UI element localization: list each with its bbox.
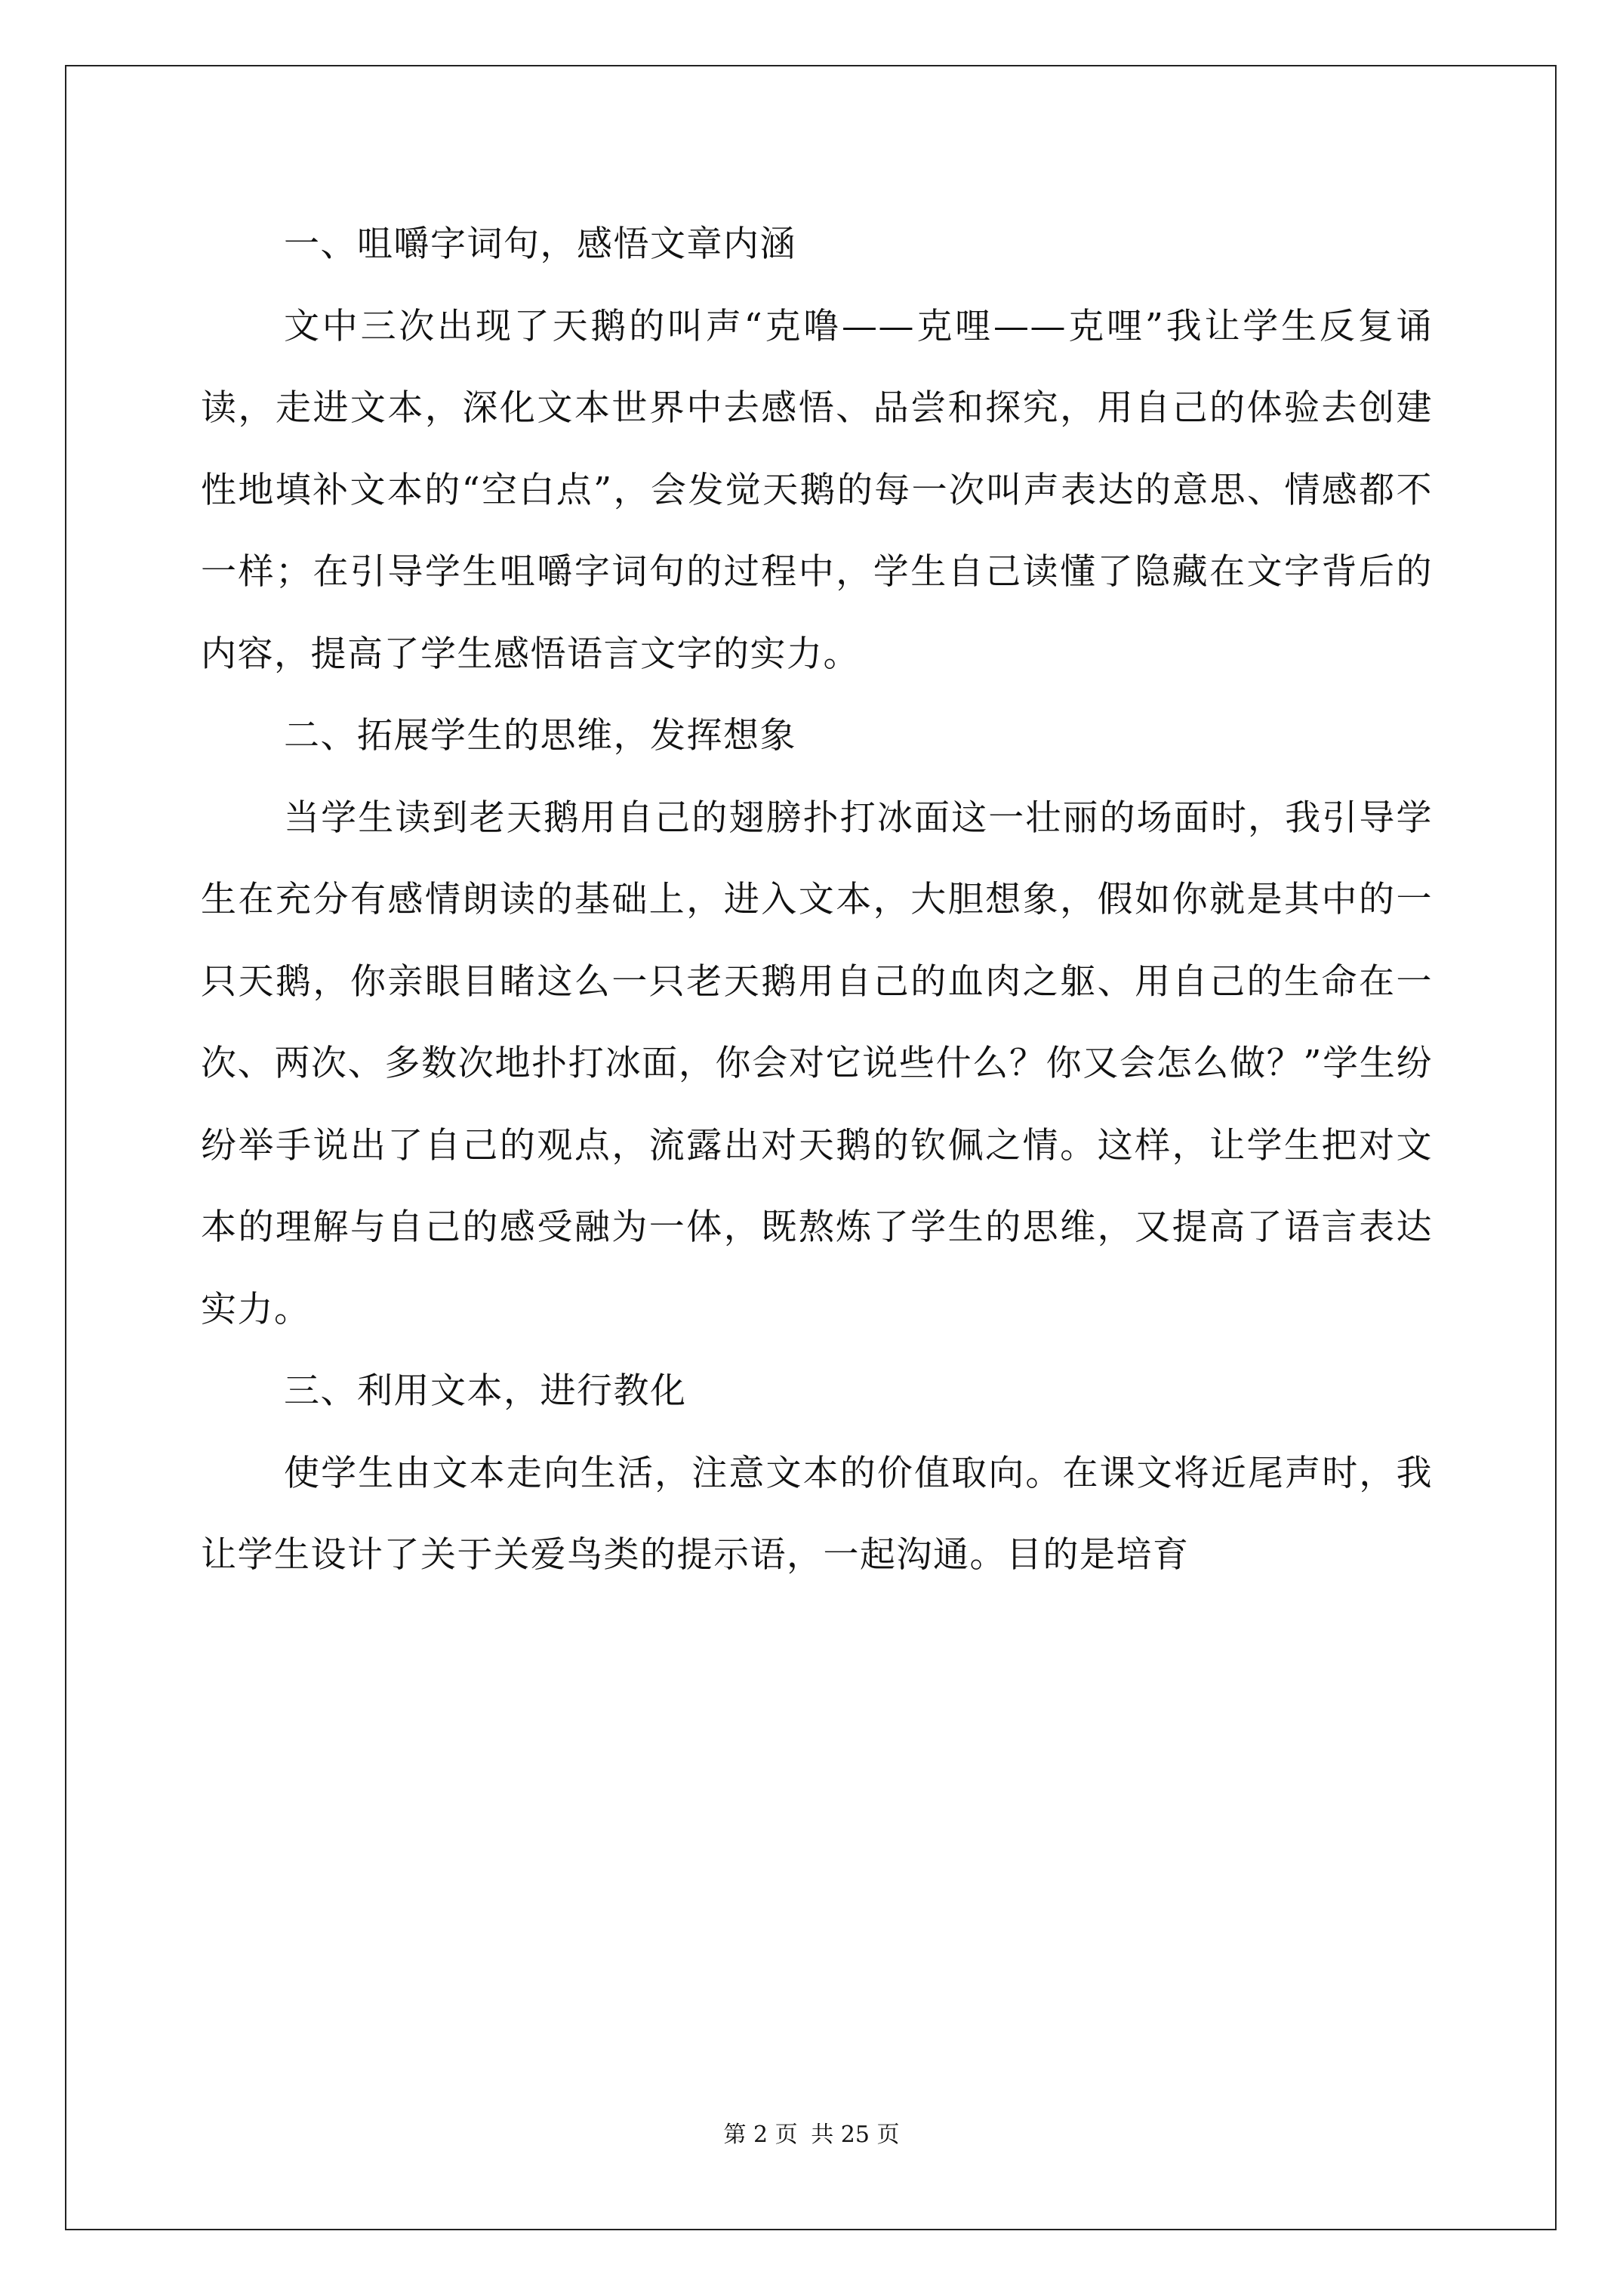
paragraph-2: 当学生读到老天鹅用自己的翅膀扑打冰面这一壮丽的场面时，我引导学生在充分有感情朗读的基础上，进入文本，大胆想象，假如你就是其中的一只天鹅，你亲眼目睹这么一只老天鹅用自己的血肉之躯、用自己的生命在一次、两次、多数次地扑打冰面，你会对它说些什么？你又会怎么做？”学生纷纷举手说出了自己的观点，流露出对天鹅的钦佩之情。这样，让学生把对文本的理解与自己的感受融为一体，既熬炼了学生的思维，又提高了语言表达实力。	[201, 797, 1433, 1330]
paragraph-1: 文中三次出现了天鹅的叫声“克噜——克哩——克哩”我让学生反复诵读，走进文本，深化文本世界中去感悟、品尝和探究，用自己的体验去创建性地填补文本的“空白点”，会发觉天鹅的每一次叫声表达的意思、情感都不一样；在引导学生咀嚼字词句的过程中，学生自己读懂了隐藏在文字背后的内容，提高了学生感悟语言文字的实力。	[201, 305, 1433, 675]
page-footer	[0, 2120, 1623, 2150]
heading-1: 一、咀嚼字词句，感悟文章内涵	[284, 223, 796, 265]
heading-3: 三、利用文本，进行教化	[284, 1370, 687, 1412]
paragraph-3: 使学生由文本走向生活，注意文本的价值取向。在课文将近尾声时，我让学生设计了关于关爱鸟类的提示语，一起沟通。目的是培育	[201, 1452, 1433, 1576]
page-number: 第 2 页	[723, 2122, 798, 2148]
page-total: 共 25 页	[811, 2122, 900, 2148]
heading-2: 二、拓展学生的思维，发挥想象	[284, 715, 796, 757]
document-body	[201, 204, 1433, 1597]
